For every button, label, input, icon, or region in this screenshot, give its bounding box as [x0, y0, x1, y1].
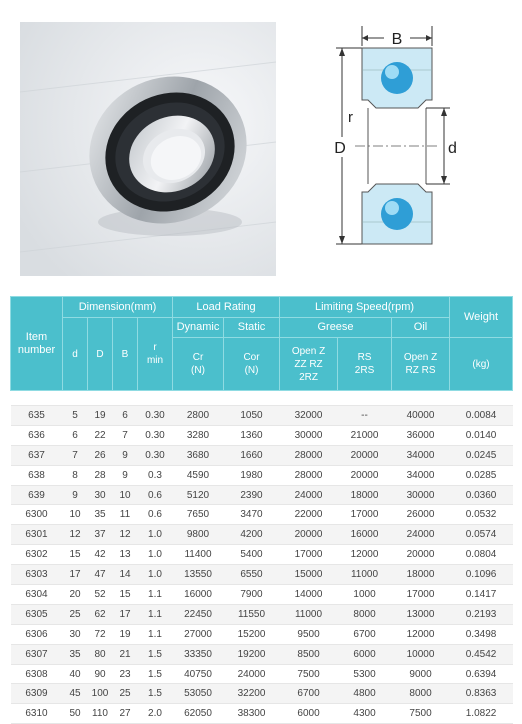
cell-grease-open-z: 28000	[280, 445, 338, 465]
diagram-label-d: d	[448, 140, 457, 157]
diagram-label-b: B	[391, 31, 403, 48]
bearing-cross-section-diagram	[300, 12, 500, 272]
cell-oil: 10000	[392, 644, 450, 664]
cell-cor: 32200	[224, 684, 280, 704]
cell-d: 10	[63, 505, 88, 525]
table-row	[11, 485, 513, 505]
cell-D: 22	[88, 425, 113, 445]
cell-r-min: 0.30	[138, 406, 173, 426]
cell-d: 30	[63, 624, 88, 644]
cell-d: 35	[63, 644, 88, 664]
cell-d: 8	[63, 465, 88, 485]
cell-B: 27	[113, 704, 138, 724]
cell-oil: 26000	[392, 505, 450, 525]
cell-item-number: 6301	[11, 525, 63, 545]
cell-D: 30	[88, 485, 113, 505]
cell-grease-open-z: 15000	[280, 565, 338, 585]
cell-B: 15	[113, 585, 138, 605]
table-row	[11, 585, 513, 605]
cell-cr: 40750	[173, 664, 224, 684]
table-row	[11, 505, 513, 525]
cell-r-min: 0.6	[138, 505, 173, 525]
cell-weight: 0.0140	[450, 425, 513, 445]
cell-grease-open-z: 8500	[280, 644, 338, 664]
cell-B: 23	[113, 664, 138, 684]
diagram-label-r: r	[348, 109, 353, 126]
cell-cr: 62050	[173, 704, 224, 724]
cell-weight: 0.2193	[450, 604, 513, 624]
cell-cr: 4590	[173, 465, 224, 485]
cell-item-number: 6304	[11, 585, 63, 605]
cell-r-min: 1.5	[138, 664, 173, 684]
cell-cor: 15200	[224, 624, 280, 644]
cell-D: 100	[88, 684, 113, 704]
header-d: d	[63, 318, 88, 391]
cell-weight: 0.0245	[450, 445, 513, 465]
cell-cr: 13550	[173, 565, 224, 585]
cell-cor: 2390	[224, 485, 280, 505]
cell-r-min: 0.6	[138, 485, 173, 505]
cell-cor: 11550	[224, 604, 280, 624]
cell-weight: 0.4542	[450, 644, 513, 664]
cell-cor: 38300	[224, 704, 280, 724]
cell-B: 11	[113, 505, 138, 525]
cell-item-number: 6302	[11, 545, 63, 565]
table-row	[11, 465, 513, 485]
cell-grease-rs: 1000	[338, 585, 392, 605]
cell-cor: 1980	[224, 465, 280, 485]
cell-item-number: 6307	[11, 644, 63, 664]
cell-D: 47	[88, 565, 113, 585]
cell-d: 17	[63, 565, 88, 585]
cell-cor: 7900	[224, 585, 280, 605]
cell-D: 62	[88, 604, 113, 624]
cell-item-number: 6310	[11, 704, 63, 724]
diagram-label-D: D	[334, 140, 346, 157]
cell-grease-open-z: 7500	[280, 664, 338, 684]
cell-cr: 7650	[173, 505, 224, 525]
cell-item-number: 639	[11, 485, 63, 505]
cell-B: 21	[113, 644, 138, 664]
cell-d: 12	[63, 525, 88, 545]
header-dimension: Dimension(mm)	[63, 297, 173, 318]
cell-grease-open-z: 17000	[280, 545, 338, 565]
cell-oil: 9000	[392, 664, 450, 684]
cell-oil: 13000	[392, 604, 450, 624]
cell-item-number: 6306	[11, 624, 63, 644]
cell-oil: 36000	[392, 425, 450, 445]
cell-grease-open-z: 6700	[280, 684, 338, 704]
table-row	[11, 624, 513, 644]
header-kg: (kg)	[450, 338, 513, 391]
cell-r-min: 1.0	[138, 525, 173, 545]
table-row	[11, 545, 513, 565]
cell-d: 20	[63, 585, 88, 605]
cell-cor: 4200	[224, 525, 280, 545]
cell-r-min: 1.1	[138, 624, 173, 644]
cell-item-number: 638	[11, 465, 63, 485]
cell-oil: 20000	[392, 545, 450, 565]
cell-item-number: 6303	[11, 565, 63, 585]
cell-B: 25	[113, 684, 138, 704]
cell-B: 10	[113, 485, 138, 505]
cell-d: 25	[63, 604, 88, 624]
cell-oil: 30000	[392, 485, 450, 505]
table-row	[11, 525, 513, 545]
header-oil-line1: Open Z	[403, 352, 438, 363]
cell-r-min: 0.30	[138, 445, 173, 465]
cell-cr: 2800	[173, 406, 224, 426]
cell-r-min: 0.30	[138, 425, 173, 445]
cell-weight: 0.0360	[450, 485, 513, 505]
cell-grease-open-z: 24000	[280, 485, 338, 505]
header-cor	[224, 338, 280, 391]
cell-weight: 0.0532	[450, 505, 513, 525]
bearing-image	[20, 22, 276, 276]
cell-grease-rs: 6000	[338, 644, 392, 664]
cell-B: 17	[113, 604, 138, 624]
header-open-z-line3: 2RZ	[299, 371, 318, 383]
cell-cor: 19200	[224, 644, 280, 664]
cell-D: 19	[88, 406, 113, 426]
cell-d: 40	[63, 664, 88, 684]
cell-grease-rs: --	[338, 406, 392, 426]
cell-cr: 22450	[173, 604, 224, 624]
cell-grease-rs: 16000	[338, 525, 392, 545]
cell-d: 9	[63, 485, 88, 505]
table-row	[11, 406, 513, 426]
table-row	[11, 664, 513, 684]
header-r-min	[138, 318, 173, 391]
table-row	[11, 445, 513, 465]
cell-cr: 9800	[173, 525, 224, 545]
cell-cr: 3680	[173, 445, 224, 465]
cell-D: 37	[88, 525, 113, 545]
header-min: min	[146, 355, 164, 366]
cell-item-number: 6309	[11, 684, 63, 704]
cell-oil: 12000	[392, 624, 450, 644]
cell-D: 26	[88, 445, 113, 465]
cell-oil: 34000	[392, 445, 450, 465]
cell-D: 42	[88, 545, 113, 565]
header-oil: Oil	[392, 318, 450, 338]
header-open-z-grease	[280, 338, 338, 391]
bearing-photo	[20, 22, 276, 276]
header-weight: Weight	[450, 297, 513, 338]
cell-D: 35	[88, 505, 113, 525]
cell-grease-rs: 12000	[338, 545, 392, 565]
cell-B: 7	[113, 425, 138, 445]
cell-cr: 16000	[173, 585, 224, 605]
cell-weight: 0.1417	[450, 585, 513, 605]
header-static: Static	[224, 318, 280, 338]
header-limiting-speed: Limiting Speed(rpm)	[280, 297, 450, 318]
table-row	[11, 604, 513, 624]
cell-cr: 33350	[173, 644, 224, 664]
cell-d: 7	[63, 445, 88, 465]
cell-weight: 0.3498	[450, 624, 513, 644]
cell-cor: 1360	[224, 425, 280, 445]
table-row	[11, 425, 513, 445]
header-D: D	[88, 318, 113, 391]
cell-oil: 8000	[392, 684, 450, 704]
cell-oil: 18000	[392, 565, 450, 585]
cell-D: 52	[88, 585, 113, 605]
cell-r-min: 1.5	[138, 644, 173, 664]
header-rs-line2: 2RS	[354, 365, 375, 376]
cell-grease-rs: 4300	[338, 704, 392, 724]
cell-d: 15	[63, 545, 88, 565]
cell-grease-rs: 21000	[338, 425, 392, 445]
cell-item-number: 637	[11, 445, 63, 465]
cell-item-number: 636	[11, 425, 63, 445]
cell-weight: 0.8363	[450, 684, 513, 704]
header-dynamic: Dynamic	[173, 318, 224, 338]
cell-B: 6	[113, 406, 138, 426]
cell-grease-open-z: 22000	[280, 505, 338, 525]
header-r: r	[153, 342, 157, 353]
cell-grease-rs: 17000	[338, 505, 392, 525]
cell-D: 72	[88, 624, 113, 644]
cell-oil: 34000	[392, 465, 450, 485]
cell-weight: 1.0822	[450, 704, 513, 724]
header-cr-unit: (N)	[191, 365, 205, 376]
cell-r-min: 2.0	[138, 704, 173, 724]
cell-grease-rs: 18000	[338, 485, 392, 505]
cell-grease-open-z: 28000	[280, 465, 338, 485]
cell-D: 90	[88, 664, 113, 684]
header-cr	[173, 338, 224, 391]
cell-cor: 24000	[224, 664, 280, 684]
header-greese: Greese	[280, 318, 392, 338]
cell-B: 19	[113, 624, 138, 644]
header-rs-line1: RS	[357, 352, 372, 363]
cell-d: 5	[63, 406, 88, 426]
cell-grease-open-z: 6000	[280, 704, 338, 724]
cell-cr: 53050	[173, 684, 224, 704]
cell-grease-rs: 11000	[338, 565, 392, 585]
cell-oil: 17000	[392, 585, 450, 605]
header-cor-unit: (N)	[244, 365, 259, 376]
header-oil-line2: RZ RS	[405, 365, 436, 376]
cell-cor: 3470	[224, 505, 280, 525]
header-load-rating: Load Rating	[173, 297, 280, 318]
table-row	[11, 704, 513, 724]
cell-weight: 0.0804	[450, 545, 513, 565]
header-open-z-line1: Open Z	[291, 345, 326, 357]
cell-grease-open-z: 11000	[280, 604, 338, 624]
cell-oil: 40000	[392, 406, 450, 426]
cell-item-number: 635	[11, 406, 63, 426]
cell-grease-rs: 8000	[338, 604, 392, 624]
header-open-z-oil	[392, 338, 450, 391]
cell-item-number: 6305	[11, 604, 63, 624]
header-open-z-line2: ZZ RZ	[294, 358, 323, 370]
cell-weight: 0.6394	[450, 664, 513, 684]
cell-weight: 0.0084	[450, 406, 513, 426]
cell-grease-open-z: 9500	[280, 624, 338, 644]
cell-cr: 27000	[173, 624, 224, 644]
cell-grease-open-z: 14000	[280, 585, 338, 605]
cell-D: 28	[88, 465, 113, 485]
cell-cor: 1660	[224, 445, 280, 465]
table-row	[11, 644, 513, 664]
cell-oil: 24000	[392, 525, 450, 545]
cell-d: 45	[63, 684, 88, 704]
table-row	[11, 565, 513, 585]
cell-r-min: 1.1	[138, 585, 173, 605]
cell-grease-rs: 20000	[338, 465, 392, 485]
cell-B: 12	[113, 525, 138, 545]
cell-oil: 7500	[392, 704, 450, 724]
cell-cor: 1050	[224, 406, 280, 426]
header-cr-label: Cr	[192, 352, 204, 363]
cell-item-number: 6300	[11, 505, 63, 525]
cell-cr: 5120	[173, 485, 224, 505]
table-row	[11, 684, 513, 704]
header-B: B	[113, 318, 138, 391]
cell-d: 6	[63, 425, 88, 445]
cell-B: 9	[113, 465, 138, 485]
cell-cor: 6550	[224, 565, 280, 585]
header-rs-grease	[338, 338, 392, 391]
cell-cor: 5400	[224, 545, 280, 565]
cell-grease-open-z: 20000	[280, 525, 338, 545]
header-cor-label: Cor	[243, 352, 260, 363]
cell-cr: 11400	[173, 545, 224, 565]
cell-weight: 0.1096	[450, 565, 513, 585]
cell-grease-rs: 4800	[338, 684, 392, 704]
cell-item-number: 6308	[11, 664, 63, 684]
bearing-spec-table	[10, 296, 513, 724]
cell-weight: 0.0285	[450, 465, 513, 485]
cell-grease-rs: 20000	[338, 445, 392, 465]
cell-D: 110	[88, 704, 113, 724]
cell-grease-open-z: 30000	[280, 425, 338, 445]
cell-d: 50	[63, 704, 88, 724]
cell-r-min: 0.3	[138, 465, 173, 485]
cell-r-min: 1.5	[138, 684, 173, 704]
cell-r-min: 1.1	[138, 604, 173, 624]
table-gap-row	[11, 391, 513, 406]
cell-B: 9	[113, 445, 138, 465]
cell-r-min: 1.0	[138, 545, 173, 565]
cell-cr: 3280	[173, 425, 224, 445]
cell-grease-rs: 5300	[338, 664, 392, 684]
cell-r-min: 1.0	[138, 565, 173, 585]
cell-D: 80	[88, 644, 113, 664]
cell-weight: 0.0574	[450, 525, 513, 545]
header-item-number: Item number	[11, 297, 63, 391]
cell-grease-open-z: 32000	[280, 406, 338, 426]
cell-grease-rs: 6700	[338, 624, 392, 644]
cell-B: 13	[113, 545, 138, 565]
cell-B: 14	[113, 565, 138, 585]
